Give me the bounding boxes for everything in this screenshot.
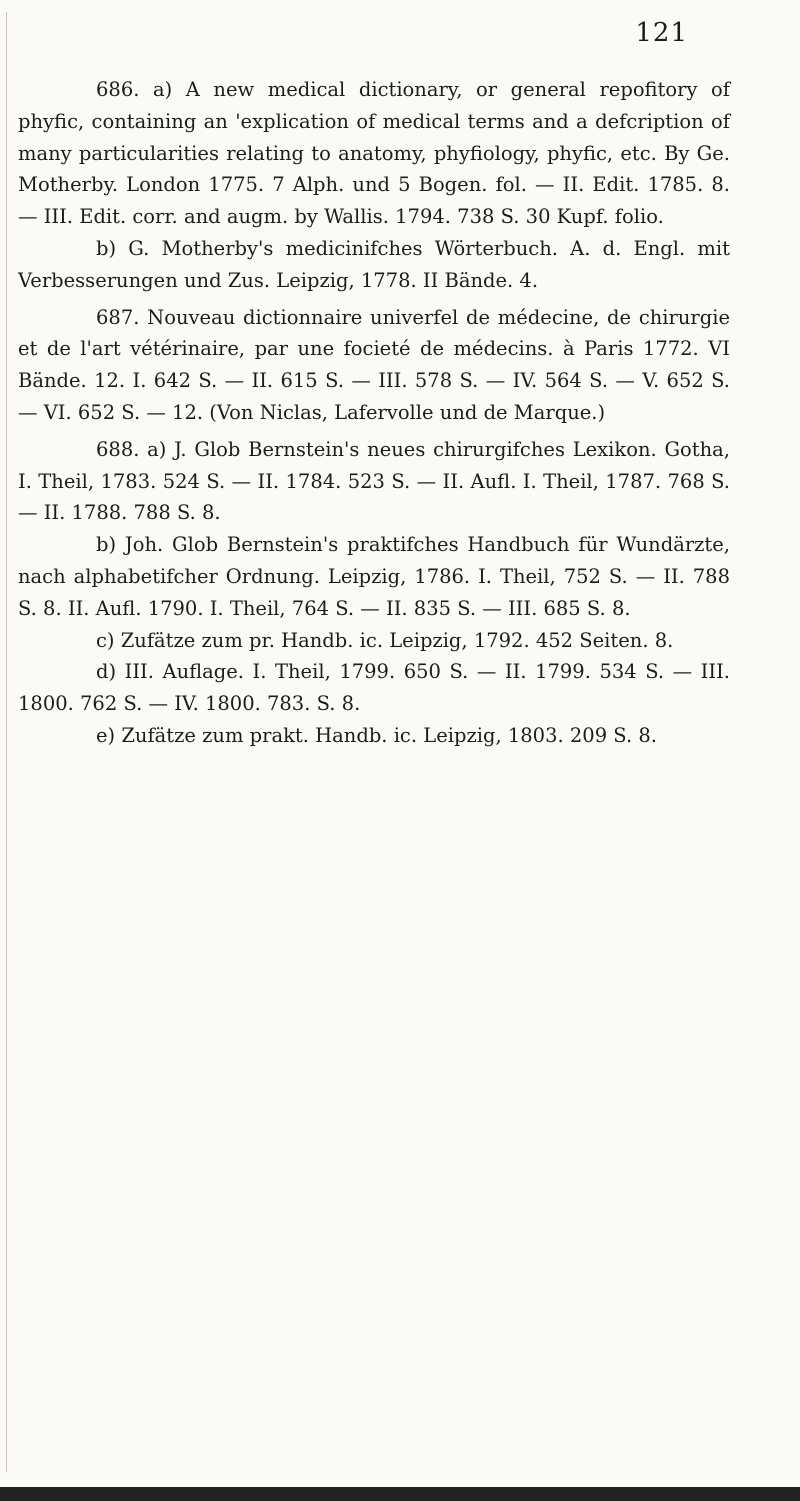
entry-686-main: 686. a) A new medical dictionary, or general repofitory of phyfic, containing an 'explication of medical terms and a defcription of many particularities relating to anatomy, phyfiology, phyfic, etc. By Ge. Motherby. London 1775. 7 Alph. und 5 Bogen. fol. — II. Edit. 1785. 8. — III. Edit. corr. and augm. by Wallis. 1794. 738 S. 30 Kupf. folio. [18, 78, 730, 229]
entry-688-d: d) III. Auflage. I. Theil, 1799. 650 S. — II. 1799. 534 S. — III. 1800. 762 S. — IV. 1800. 783. S. 8. [18, 660, 730, 716]
entry-686-b: b) G. Motherby's medicinifches Wörterbuch. A. d. Engl. mit Verbesserungen und Zus. Leipzig, 1778. II Bände. 4. [18, 236, 730, 292]
page-number: 121 [635, 18, 688, 48]
entry-688-e: e) Zufätze zum prakt. Handb. ic. Leipzig, 1803. 209 S. 8. [96, 723, 657, 747]
entry-687 [18, 302, 730, 429]
entry-688-main: 688. a) J. Glob Bernstein's neues chirurgifches Lexikon. Gotha, I. Theil, 1783. 524 S. — II. 1784. 523 S. — II. Aufl. I. Theil, 1787. 768 S. — II. 1788. 788 S. 8. [18, 437, 730, 525]
entry-688 [18, 434, 730, 752]
page-edge-line [6, 12, 7, 1472]
entry-687-main: 687. Nouveau dictionnaire univerfel de médecine, de chirurgie et de l'art vétérinaire, par une focieté de médecins. à Paris 1772. VI Bände. 12. I. 642 S. — II. 615 S. — III. 578 S. — IV. 564 S. — V. 652 S. — VI. 652 S. — 12. (Von Niclas, Lafervolle und de Marque.) [18, 305, 730, 424]
body-text [18, 74, 730, 757]
entry-686 [18, 74, 730, 297]
bottom-border [0, 1487, 800, 1501]
entry-688-c: c) Zufätze zum pr. Handb. ic. Leipzig, 1792. 452 Seiten. 8. [96, 628, 674, 652]
entry-688-b: b) Joh. Glob Bernstein's praktifches Handbuch für Wundärzte, nach alphabetifcher Ordnung. Leipzig, 1786. I. Theil, 752 S. — II. 788 S. 8. II. Aufl. 1790. I. Theil, 764 S. — II. 835 S. — III. 685 S. 8. [18, 533, 730, 620]
